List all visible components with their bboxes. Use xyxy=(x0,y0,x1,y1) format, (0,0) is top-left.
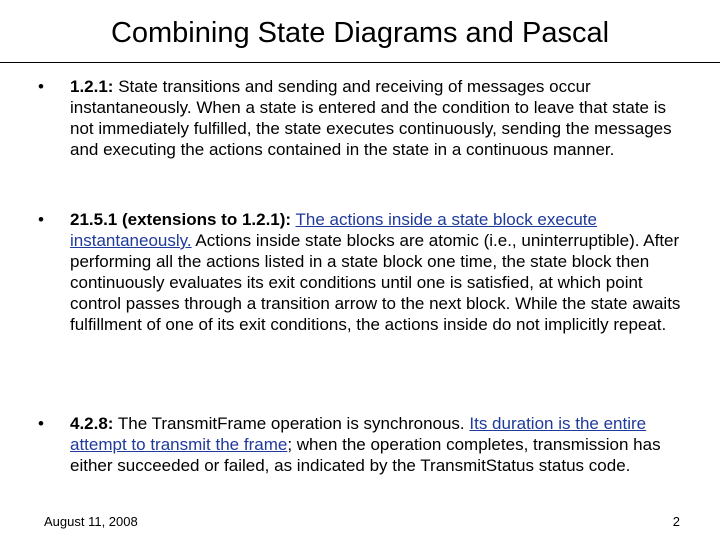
bullet-text xyxy=(70,76,682,160)
footer-date: August 11, 2008 xyxy=(44,514,138,529)
bullet-label: 1.2.1: xyxy=(70,77,114,96)
bullet-body-after: Actions inside state blocks are atomic (i.e., uninterruptible). After performing all the actions listed in a state block one time, the state block then continuously evaluates its exit conditions until one is satisfied, at which point control passes through a transition arrow to the next block. While the state awaits fulfillment of one of its exit conditions, the actions inside do not implicitly repeat. xyxy=(70,231,681,334)
bullet-label: 4.2.8: xyxy=(70,414,114,433)
bullet-link[interactable]: Its duration is the entire attempt to transmit the frame xyxy=(70,414,647,454)
page-number: 2 xyxy=(672,514,680,529)
bullet-dot-icon: • xyxy=(38,77,44,96)
bullet-link[interactable]: The actions inside a state block execute instantaneously. xyxy=(70,210,597,250)
bullet-body-after: ; when the operation completes, transmission has either succeeded or failed, as indicated by the TransmitStatus status code. xyxy=(70,435,661,475)
slide-title: Combining State Diagrams and Pascal xyxy=(110,17,610,49)
bullet-text xyxy=(70,209,682,335)
bullet-dot-icon: • xyxy=(38,210,44,229)
bullet-body-before: The TransmitFrame operation is synchronous. xyxy=(113,414,470,433)
bullet-dot-icon: • xyxy=(38,414,44,433)
bullet-text xyxy=(70,413,682,476)
title-divider xyxy=(0,62,720,63)
bullet-label: 21.5.1 (extensions to 1.2.1): xyxy=(70,210,292,229)
bullet-body: State transitions and sending and receiving of messages occur instantaneously. When a state is entered and the condition to leave that state is not immediately fulfilled, the state executes continuously, sending the messages and executing the actions contained in the state in a continuous manner. xyxy=(70,77,672,159)
